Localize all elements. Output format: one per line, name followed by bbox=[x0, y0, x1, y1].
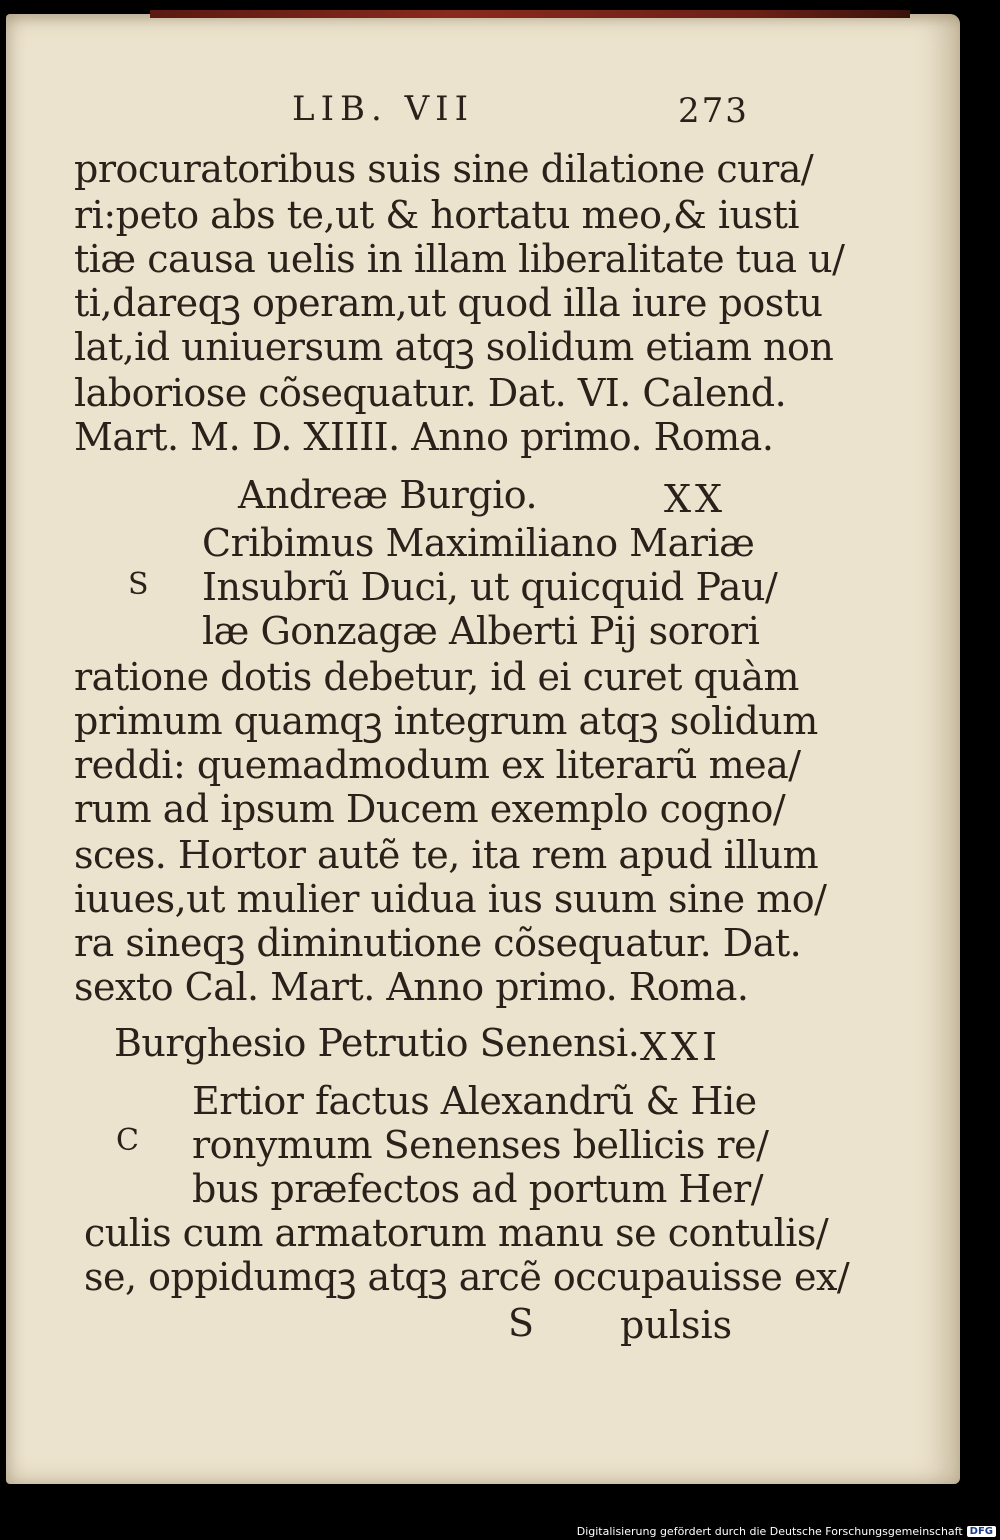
signature-mark: S bbox=[508, 1301, 535, 1345]
page-edge-band bbox=[150, 10, 910, 18]
text-line: primum quamqꝫ integrum atqꝫ solidum bbox=[74, 699, 818, 743]
catchword: pulsis bbox=[620, 1303, 733, 1347]
text-line: se, oppidumqꝫ atqꝫ arcẽ occupauisse ex/ bbox=[84, 1255, 850, 1299]
text-line: tiæ causa uelis in illam liberalitate tua u/ bbox=[74, 237, 845, 281]
text-line: culis cum armatorum manu se contulis/ bbox=[84, 1211, 829, 1255]
running-title: LIB. VII bbox=[292, 89, 475, 129]
text-line: procuratoribus suis sine dilatione cura/ bbox=[74, 147, 814, 191]
text-line: Mart. M. D. XIIII. Anno primo. Roma. bbox=[74, 415, 774, 459]
text-line: ronymum Senenses bellicis re/ bbox=[192, 1123, 769, 1167]
text-line: læ Gonzagæ Alberti Pij sorori bbox=[202, 609, 760, 653]
text-line: sexto Cal. Mart. Anno primo. Roma. bbox=[74, 965, 749, 1009]
text-line: iuues,ut mulier uidua ius suum sine mo/ bbox=[74, 877, 827, 921]
text-line: ti,dareqꝫ operam,ut quod illa iure postu bbox=[74, 281, 823, 325]
text-line: bus præfectos ad portum Her/ bbox=[192, 1167, 764, 1211]
letter-addressee: Burghesio Petrutio Senensi. bbox=[114, 1021, 640, 1065]
text-line: Cribimus Maximiliano Mariæ bbox=[202, 521, 755, 565]
text-line: ri:peto abs te,ut & hortatu meo,& iusti bbox=[74, 193, 799, 237]
text-line: ratione dotis debetur, id ei curet quàm bbox=[74, 655, 799, 699]
initial-letter: C bbox=[116, 1123, 139, 1158]
letter-number: XX bbox=[664, 477, 727, 521]
text-line: rum ad ipsum Ducem exemplo cogno/ bbox=[74, 787, 786, 831]
digitization-credit bbox=[577, 1525, 996, 1538]
letter-addressee: Andreæ Burgio. bbox=[238, 473, 538, 517]
credit-text: Digitalisierung gefördert durch die Deutsche Forschungsgemeinschaft bbox=[576, 1525, 963, 1538]
initial-letter: S bbox=[128, 567, 149, 602]
text-line: lat,id uniuersum atqꝫ solidum etiam non bbox=[74, 325, 834, 369]
text-line: Ertior factus Alexandrũ & Hie bbox=[192, 1079, 757, 1123]
text-line: ra sineqꝫ diminutione cõsequatur. Dat. bbox=[74, 921, 802, 965]
text-line: reddi: quemadmodum ex literarũ mea/ bbox=[74, 743, 801, 787]
text-line: laboriose cõsequatur. Dat. VI. Calend. bbox=[74, 371, 787, 415]
text-line: Insubrũ Duci, ut quicquid Pau/ bbox=[202, 565, 778, 609]
dfg-logo: DFG bbox=[967, 1526, 996, 1537]
letter-number: XXI bbox=[640, 1025, 722, 1069]
text-line: sces. Hortor autẽ te, ita rem apud illum bbox=[74, 833, 819, 877]
page-number: 273 bbox=[678, 91, 749, 131]
